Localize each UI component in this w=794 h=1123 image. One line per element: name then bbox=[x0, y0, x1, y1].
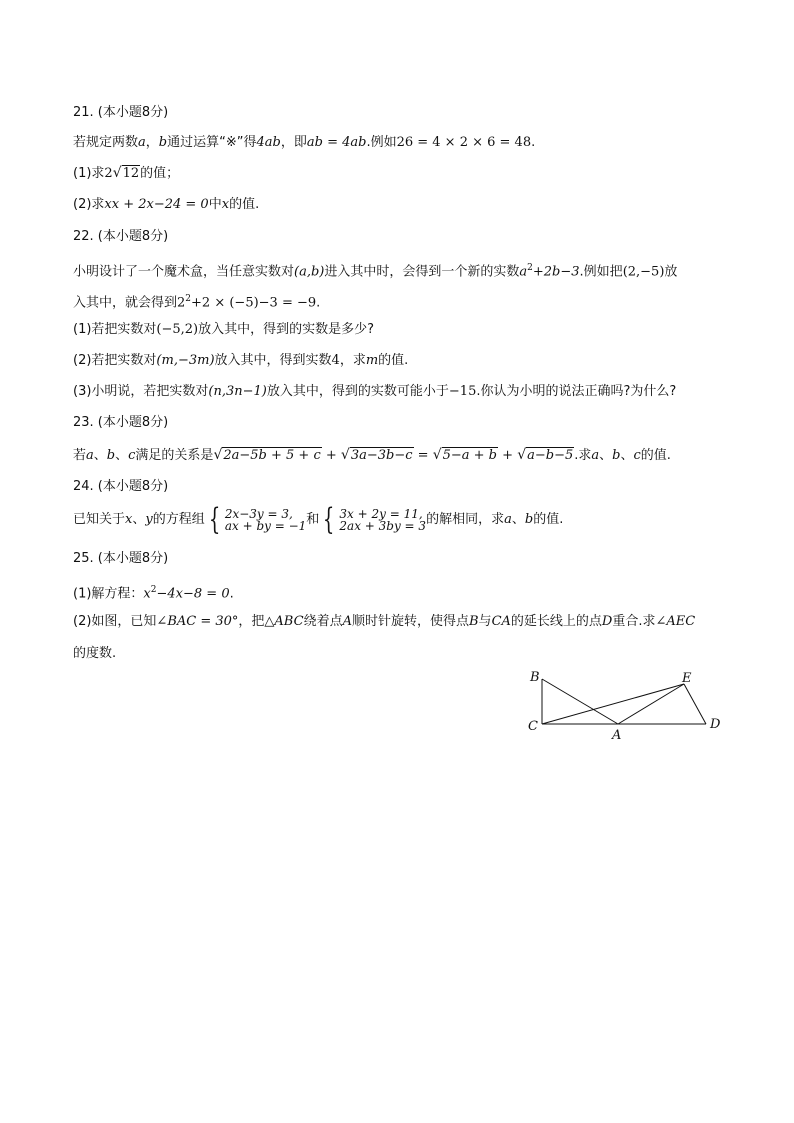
sqrt: √12 bbox=[112, 165, 140, 181]
var: b bbox=[158, 135, 168, 150]
math: −4x−8 = 0 bbox=[156, 586, 230, 602]
text: ，把 bbox=[238, 614, 265, 629]
text: (3)小明说，若把实数对 bbox=[73, 384, 209, 399]
segment-ED bbox=[684, 684, 706, 724]
text: .例如 bbox=[366, 135, 397, 150]
eq-row: 2x−3y = 3, bbox=[224, 506, 293, 521]
q24-body bbox=[73, 501, 564, 537]
text: 重合.求 bbox=[612, 614, 656, 629]
q25-header bbox=[73, 549, 168, 569]
sqrt-2: √3a−3b−c bbox=[340, 447, 413, 463]
sqrt-body: 2a−5b + 5 + c bbox=[223, 448, 321, 463]
text: (2)如图，已知 bbox=[73, 614, 157, 629]
text: 的值. bbox=[378, 353, 409, 368]
var: x bbox=[125, 512, 133, 527]
text: 的延长线上的点 bbox=[510, 614, 602, 629]
eq-row: 2ax + 3by = 3 bbox=[339, 518, 427, 533]
var: a bbox=[138, 135, 146, 150]
text: . bbox=[531, 135, 536, 150]
math: (a,b) bbox=[294, 264, 325, 280]
math: 2 bbox=[104, 166, 113, 181]
math: (2,−5) bbox=[622, 264, 665, 280]
q21-part1 bbox=[73, 163, 179, 184]
q22-header-text: 22. (本小题8分) bbox=[73, 229, 169, 244]
text: 放入其中，得到的实数可能小于 bbox=[266, 384, 449, 399]
text: 、 bbox=[93, 448, 107, 463]
var: c bbox=[128, 448, 136, 463]
var: b bbox=[106, 448, 116, 463]
q25-header-text: 25. (本小题8分) bbox=[73, 551, 169, 566]
text: 放入其中，得到实数 bbox=[214, 353, 332, 368]
label-C: C bbox=[528, 719, 538, 734]
q22-part1 bbox=[73, 320, 374, 340]
q22-line1 bbox=[73, 258, 677, 282]
text: ， bbox=[145, 135, 159, 150]
text: 绕着点 bbox=[303, 614, 343, 629]
sup: 2 bbox=[185, 294, 192, 304]
var: a bbox=[591, 448, 600, 463]
text: (2)若把实数对 bbox=[73, 353, 157, 368]
sqrt-body: 5−a + b bbox=[442, 448, 498, 463]
var: c bbox=[633, 448, 641, 463]
q21-intro bbox=[73, 133, 535, 153]
var: CA bbox=[491, 614, 511, 629]
text: 、 bbox=[132, 512, 146, 527]
text: 、 bbox=[620, 448, 634, 463]
text: 的方程组 bbox=[152, 512, 205, 527]
text: 、 bbox=[599, 448, 613, 463]
label-A: A bbox=[612, 728, 622, 743]
text: 放入其中，得到的实数是多少? bbox=[198, 322, 375, 337]
text: 顺时针旋转，使得点 bbox=[351, 614, 469, 629]
q23-body bbox=[73, 445, 671, 466]
text: 入其中，就会得到 bbox=[73, 295, 178, 311]
text: ，求 bbox=[339, 353, 366, 368]
sup: 2 bbox=[527, 263, 533, 273]
q24-header-text: 24. (本小题8分) bbox=[73, 479, 169, 494]
math: −15 bbox=[448, 384, 477, 399]
text: 若规定两数 bbox=[73, 135, 139, 150]
text: . bbox=[229, 586, 234, 602]
text: 的值； bbox=[140, 166, 180, 181]
segment-AE bbox=[618, 684, 684, 724]
math: (−5,2) bbox=[156, 322, 199, 337]
equation-system-2: { 3x + 2y = 11, 2ax + 3by = 3 bbox=[323, 501, 427, 537]
q21-part2 bbox=[73, 195, 259, 215]
math: ∠BAC = 30° bbox=[156, 614, 239, 629]
q23-header bbox=[73, 413, 168, 433]
text: (1)求 bbox=[73, 166, 105, 181]
sqrt-1: √2a−5b + 5 + c bbox=[213, 447, 321, 463]
var: b bbox=[524, 512, 534, 527]
q21-header-text: 21. (本小题8分) bbox=[73, 105, 169, 120]
math: a bbox=[519, 264, 528, 280]
text: 与 bbox=[478, 614, 492, 629]
text: 的值. bbox=[533, 512, 564, 527]
sup: 2 bbox=[150, 585, 157, 595]
q22-header bbox=[73, 227, 168, 247]
math: (m,−3m) bbox=[156, 353, 215, 368]
text: 满足的关系是 bbox=[135, 448, 214, 463]
math: (n,3n−1) bbox=[208, 384, 267, 399]
math: +2b−3 bbox=[532, 264, 580, 280]
var: D bbox=[601, 614, 613, 629]
text: ，即 bbox=[280, 135, 307, 150]
math: 26 = 4 × 2 × 6 = 48 bbox=[396, 135, 532, 150]
math: + bbox=[321, 448, 341, 463]
equation-system-1: { 2x−3y = 3, ax + by = −1 bbox=[208, 501, 307, 537]
var: x bbox=[221, 197, 230, 212]
sqrt-4: √a−b−5 bbox=[517, 447, 574, 463]
var: a bbox=[86, 448, 94, 463]
math: + bbox=[498, 448, 518, 463]
sqrt-body: a−b−5 bbox=[527, 448, 574, 463]
var: m bbox=[365, 353, 379, 368]
q22-part3 bbox=[73, 382, 676, 402]
q24-header bbox=[73, 477, 168, 497]
math: △ABC bbox=[264, 614, 304, 629]
text: 和 bbox=[306, 512, 320, 527]
label-D: D bbox=[710, 717, 721, 732]
text: 中 bbox=[208, 197, 222, 212]
text: . bbox=[316, 295, 321, 311]
text: 已知关于 bbox=[73, 512, 126, 527]
text: 进入其中时，会得到一个新的实数 bbox=[324, 264, 520, 280]
var: B bbox=[468, 614, 479, 629]
math: xx + 2x−24 = 0 bbox=[104, 197, 209, 212]
q22-line2 bbox=[73, 289, 320, 313]
text: 放 bbox=[664, 264, 678, 280]
q21-header bbox=[73, 103, 168, 123]
text: 、 bbox=[511, 512, 525, 527]
q25-part2-cont bbox=[73, 644, 116, 664]
math: ∠AEC bbox=[655, 614, 696, 629]
text: 若 bbox=[73, 448, 87, 463]
math: x bbox=[143, 586, 151, 602]
text: 、 bbox=[115, 448, 129, 463]
eq-row: ax + by = −1 bbox=[224, 518, 307, 533]
text: .例如把 bbox=[579, 264, 623, 280]
label-B: B bbox=[530, 670, 540, 685]
q25-part2 bbox=[73, 612, 695, 632]
text: (2)求 bbox=[73, 197, 105, 212]
q25-part1 bbox=[73, 580, 234, 604]
math: +2 × (−5)−3 = −9 bbox=[191, 295, 317, 311]
text: 的值. bbox=[640, 448, 671, 463]
text: (1)若把实数对 bbox=[73, 322, 157, 337]
var: y bbox=[145, 512, 153, 527]
math: ab = 4ab bbox=[306, 135, 367, 150]
label-E: E bbox=[682, 671, 692, 686]
eq-row: 3x + 2y = 11, bbox=[339, 506, 423, 521]
segment-BA bbox=[542, 679, 618, 724]
math: 2 bbox=[177, 295, 186, 311]
geometry-figure bbox=[520, 664, 730, 744]
math: 4ab bbox=[256, 135, 281, 150]
sqrt-body: 3a−3b−c bbox=[350, 448, 413, 463]
text: 的值. bbox=[229, 197, 260, 212]
segment-CE bbox=[542, 684, 684, 724]
text: 通过运算“※”得 bbox=[167, 135, 257, 150]
var: A bbox=[342, 614, 352, 629]
text: 小明设计了一个魔术盒，当任意实数对 bbox=[73, 264, 295, 280]
text: 的解相同，求 bbox=[426, 512, 505, 527]
sqrt-3: √5−a + b bbox=[432, 447, 498, 463]
q23-header-text: 23. (本小题8分) bbox=[73, 415, 169, 430]
math: = bbox=[413, 448, 433, 463]
sqrt-body: 12 bbox=[122, 166, 140, 181]
text: .求 bbox=[574, 448, 592, 463]
math: 4 bbox=[331, 353, 340, 368]
text: 的度数. bbox=[73, 646, 117, 661]
var: b bbox=[612, 448, 621, 463]
text: .你认为小明的说法正确吗?为什么? bbox=[476, 384, 677, 399]
q22-part2 bbox=[73, 351, 408, 371]
var: a bbox=[504, 512, 512, 527]
text: (1)解方程： bbox=[73, 586, 144, 602]
